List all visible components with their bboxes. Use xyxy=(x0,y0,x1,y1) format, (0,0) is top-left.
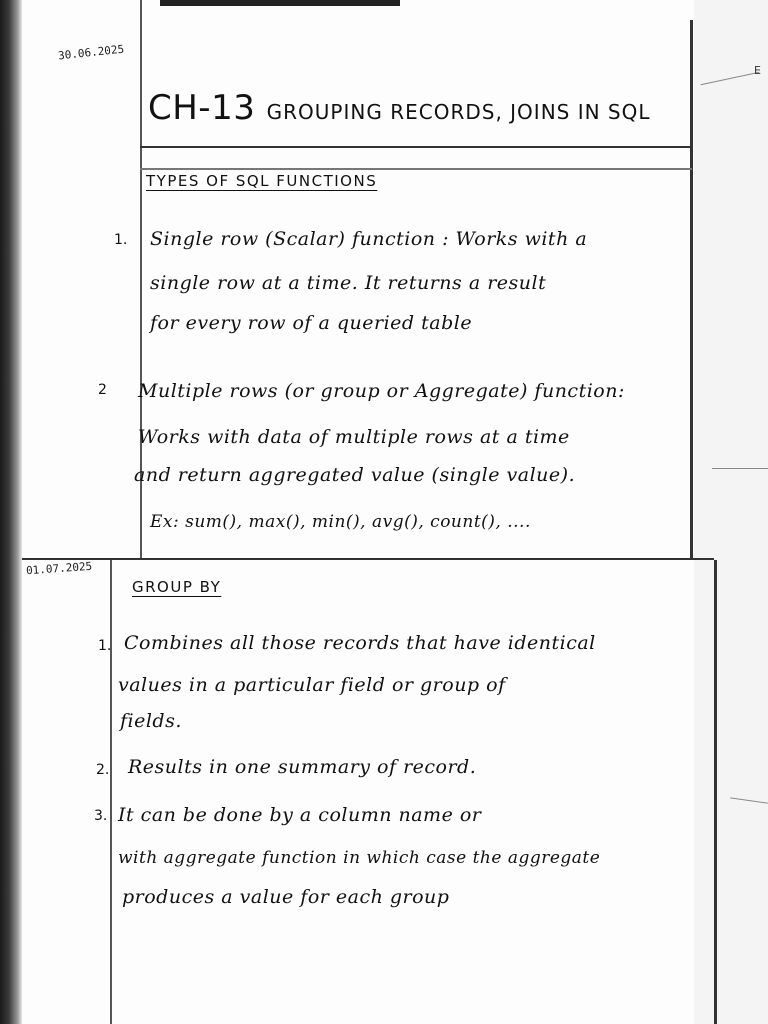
title-topic: GROUPING RECORDS, JOINS IN SQL xyxy=(266,100,651,124)
item-line: and return aggregated value (single value). xyxy=(134,464,576,486)
title-rule xyxy=(140,146,692,148)
item-line: with aggregate function in which case the aggregate xyxy=(118,848,601,868)
item-line: Works with data of multiple rows at a time xyxy=(138,426,570,448)
functions-example: Ex: sum(), max(), min(), avg(), count(), .... xyxy=(150,512,531,532)
adjacent-page xyxy=(694,0,768,1024)
date-1: 30.06.2025 xyxy=(57,42,125,63)
item-number: 1. xyxy=(98,638,112,654)
item-line: single row at a time. It returns a result xyxy=(150,272,547,294)
item-line: Results in one summary of record. xyxy=(128,756,477,778)
item-line: Single row (Scalar) function : Works with a xyxy=(150,228,588,250)
margin-line-bottom xyxy=(110,560,112,1024)
adjacent-page-rule xyxy=(712,468,768,469)
item-number: 3. xyxy=(94,808,108,824)
notebook-binding xyxy=(0,0,22,1024)
date-2: 01.07.2025 xyxy=(25,559,93,578)
section-1-heading: TYPES OF SQL FUNCTIONS xyxy=(146,172,378,190)
page-right-edge xyxy=(690,20,693,560)
item-line: It can be done by a column name or xyxy=(118,804,482,826)
adjacent-page-letter: E xyxy=(754,64,761,77)
page-right-edge-lower xyxy=(714,560,717,1024)
top-edge-shadow xyxy=(160,0,400,6)
item-line: fields. xyxy=(120,710,182,732)
item-number: 2. xyxy=(96,762,110,778)
title-chapter: CH-13 xyxy=(148,88,256,128)
ruled-line xyxy=(140,168,692,170)
item-number: 2 xyxy=(98,382,107,398)
section-divider xyxy=(22,558,714,560)
item-line: Combines all those records that have identical xyxy=(124,632,596,654)
item-line: for every row of a queried table xyxy=(150,312,473,334)
item-line: Multiple rows (or group or Aggregate) function: xyxy=(138,380,625,402)
item-line: produces a value for each group xyxy=(122,886,450,908)
item-number: 1. xyxy=(114,232,128,248)
page-title xyxy=(148,88,651,128)
item-line: values in a particular field or group of xyxy=(118,674,506,696)
section-2-heading: GROUP BY xyxy=(132,578,222,596)
